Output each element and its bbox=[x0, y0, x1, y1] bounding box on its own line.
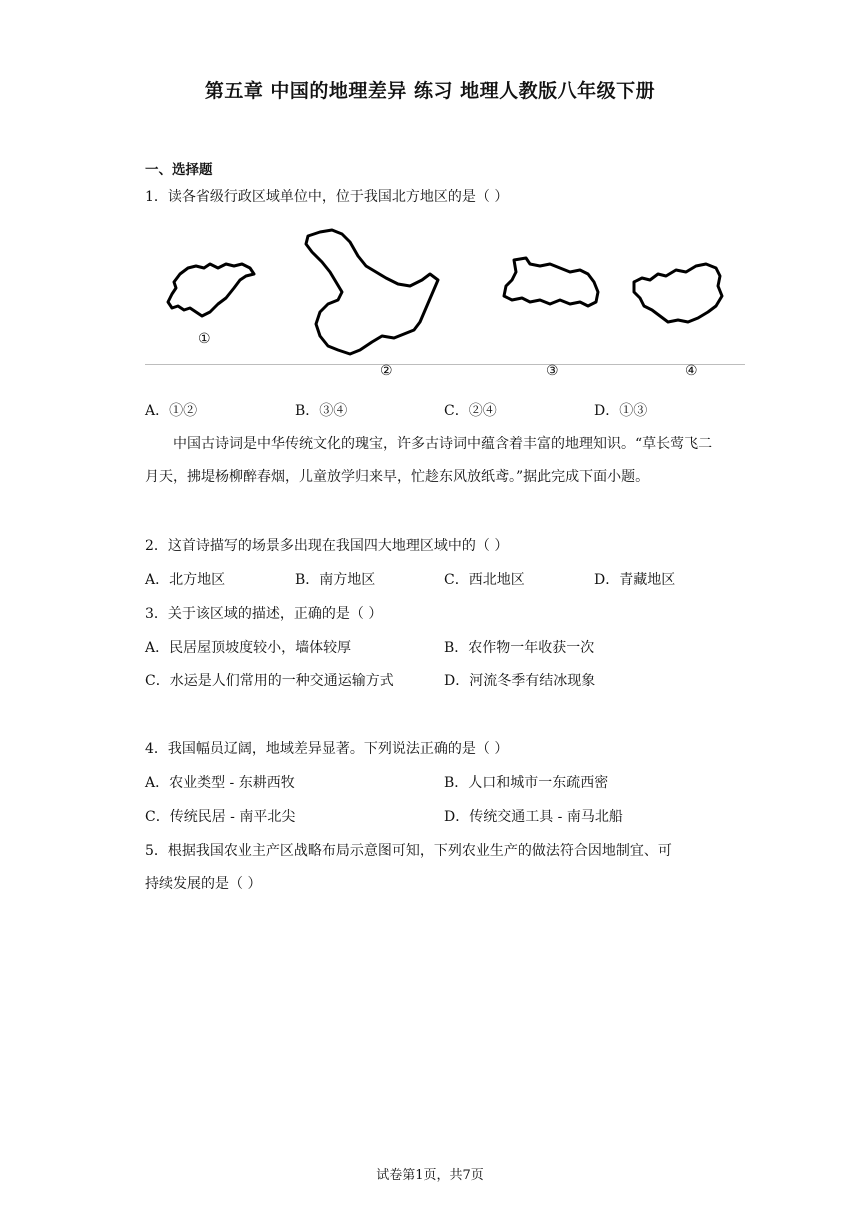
q1-option-d: D．①③ bbox=[594, 403, 648, 419]
q3-option-a: A．民居屋顶坡度较小，墙体较厚 bbox=[145, 640, 352, 656]
province-outline-4-icon bbox=[628, 260, 728, 326]
question-2-stem: 2．这首诗描写的场景多出现在我国四大地理区域中的（ ） bbox=[145, 538, 509, 554]
question-4-stem: 4．我国幅员辽阔，地域差异显著。下列说法正确的是（ ） bbox=[145, 741, 509, 757]
q3-option-c: C．水运是人们常用的一种交通运输方式 bbox=[145, 673, 394, 689]
map-label-2: ② bbox=[380, 363, 393, 379]
question-5-stem: 5．根据我国农业主产区战略布局示意图可知，下列农业生产的做法符合因地制宜、可 bbox=[145, 843, 672, 859]
province-outline-2-icon bbox=[298, 226, 442, 358]
question-5-stem-continued: 持续发展的是（ ） bbox=[145, 876, 262, 892]
q2-option-b: B．南方地区 bbox=[295, 572, 376, 588]
q4-option-b: B．人口和城市一东疏西密 bbox=[444, 775, 609, 791]
question-1-stem: 1．读各省级行政区域单位中，位于我国北方地区的是（ ） bbox=[145, 189, 509, 205]
figure-baseline bbox=[145, 364, 745, 365]
section-heading: 一、选择题 bbox=[145, 162, 213, 178]
map-label-4: ④ bbox=[685, 363, 698, 379]
q1-option-c: C．②④ bbox=[444, 403, 497, 419]
q4-option-c: C．传统民居 - 南平北尖 bbox=[145, 809, 296, 825]
question-3-stem: 3．关于该区域的描述，正确的是（ ） bbox=[145, 606, 383, 622]
map-label-3: ③ bbox=[546, 363, 559, 379]
q4-option-d: D．传统交通工具 - 南马北船 bbox=[444, 809, 623, 825]
q3-option-d: D．河流冬季有结冰现象 bbox=[444, 673, 596, 689]
q2-option-c: C．西北地区 bbox=[444, 572, 525, 588]
q2-option-a: A．北方地区 bbox=[145, 572, 226, 588]
q1-option-a: A．①② bbox=[145, 403, 198, 419]
page-footer: 试卷第1页，共7页 bbox=[376, 1168, 484, 1183]
reading-passage: 中国古诗词是中华传统文化的瑰宝，许多古诗词中蕴含着丰富的地理知识。“草长莺飞二月天，拂堤杨柳醉春烟，儿童放学归来早，忙趁东风放纸鸢。”据此完成下面小题。 bbox=[145, 436, 713, 485]
q2-option-d: D．青藏地区 bbox=[594, 572, 676, 588]
province-outline-3-icon bbox=[500, 254, 604, 312]
map-label-1: ① bbox=[198, 331, 211, 347]
province-outline-1-icon bbox=[160, 258, 260, 320]
q4-option-a: A．农业类型 - 东耕西牧 bbox=[145, 775, 295, 791]
page-title: 第五章 中国的地理差异 练习 地理人教版八年级下册 bbox=[204, 80, 656, 102]
q3-option-b: B．农作物一年收获一次 bbox=[444, 640, 595, 656]
q1-option-b: B．③④ bbox=[295, 403, 348, 419]
